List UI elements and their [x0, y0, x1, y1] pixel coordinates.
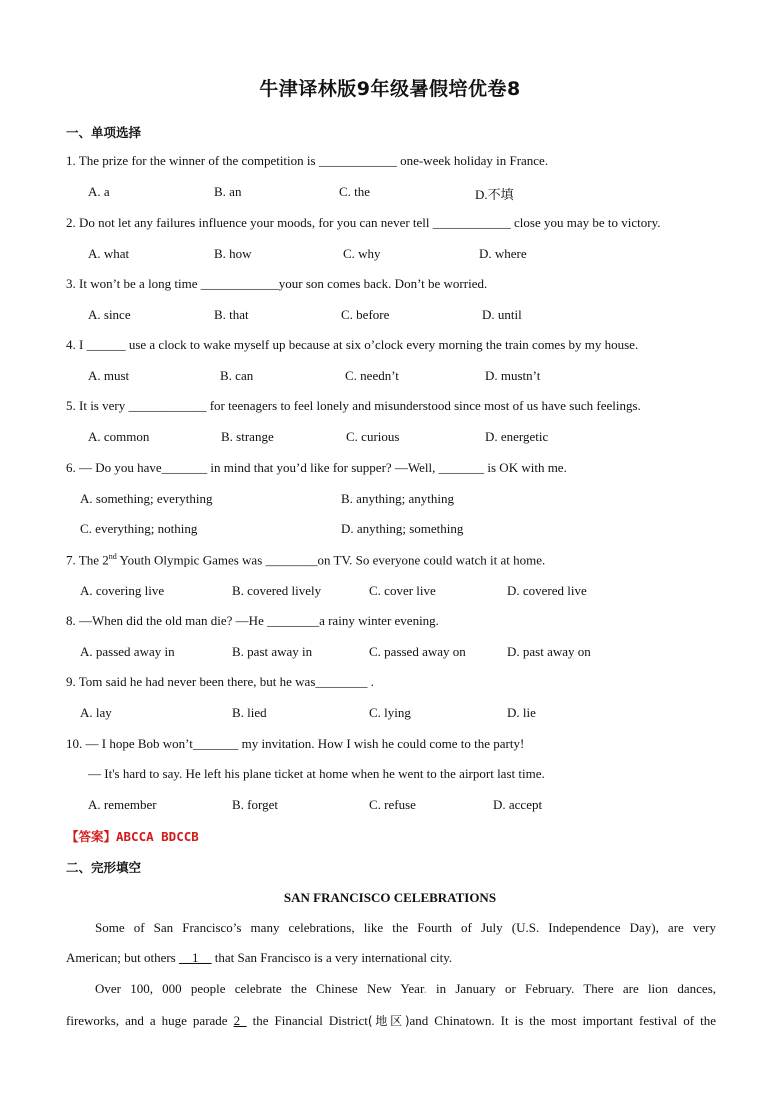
- q8-option-b: B. past away in: [232, 644, 313, 659]
- question-2: 2. Do not let any failures influence your moods, for you can never tell ____________ close you may be to victory.: [66, 215, 661, 230]
- q10-option-c: C. refuse: [369, 797, 416, 812]
- blank-2: 2_: [233, 1013, 247, 1028]
- question-8: 8. —When did the old man die? —He ________a rainy winter evening.: [66, 613, 439, 628]
- question-10-reply: — It's hard to say. He left his plane ticket at home when he went to the airport last time.: [88, 766, 545, 781]
- question-3: 3. It won’t be a long time ____________your son comes back. Don’t be worried.: [66, 276, 488, 291]
- q1-option-b: B. an: [214, 184, 242, 199]
- q9-option-a: A. lay: [80, 705, 112, 720]
- q5-option-b: B. strange: [221, 429, 274, 444]
- q6-option-c: C. everything; nothing: [80, 521, 198, 536]
- q7-option-b: B. covered lively: [232, 583, 322, 598]
- q1-option-d: D.不填: [475, 187, 514, 202]
- q3-option-b: B. that: [214, 307, 249, 322]
- q5-option-d: D. energetic: [485, 429, 549, 444]
- blank-1: __1__: [179, 950, 212, 965]
- q4-option-b: B. can: [220, 368, 254, 383]
- q2-option-d: D. where: [479, 246, 527, 261]
- question-5: 5. It is very ____________ for teenagers to feel lonely and misunderstood since most of us have such feelings.: [66, 398, 641, 413]
- q1-option-c: C. the: [339, 184, 371, 199]
- q2-option-c: C. why: [343, 246, 381, 261]
- q5-option-a: A. common: [88, 429, 150, 444]
- section-heading-cloze: 二、完形填空: [66, 860, 142, 875]
- q9-option-c: C. lying: [369, 705, 411, 720]
- question-4: 4. I ______ use a clock to wake myself up because at six o’clock every morning the train comes by my house.: [66, 337, 639, 352]
- question-6: 6. — Do you have_______ in mind that you’d like for supper? —Well, _______ is OK with me.: [66, 460, 567, 475]
- answer-key: 【答案】ABCCA BDCCB: [66, 829, 199, 844]
- q10-option-a: A. remember: [88, 797, 157, 812]
- q4-option-a: A. must: [88, 368, 130, 383]
- q10-option-d: D. accept: [493, 797, 543, 812]
- q4-option-c: C. needn’t: [345, 368, 399, 383]
- q8-option-a: A. passed away in: [80, 644, 175, 659]
- q9-option-d: D. lie: [507, 705, 536, 720]
- q4-option-d: D. mustn’t: [485, 368, 541, 383]
- passage-p2-line1: Over 100, 000 people celebrate the Chinese New Year. in January or February. There are lion dances,: [95, 981, 716, 996]
- q7-option-c: C. cover live: [369, 583, 436, 598]
- q8-option-c: C. passed away on: [369, 644, 466, 659]
- q8-option-d: D. past away on: [507, 644, 591, 659]
- q10-option-b: B. forget: [232, 797, 278, 812]
- q6-option-a: A. something; everything: [80, 491, 213, 506]
- page-title: 牛津译林版9年级暑假培优卷8: [259, 78, 521, 100]
- question-1: 1. The prize for the winner of the competition is ____________ one-week holiday in France.: [66, 153, 549, 168]
- passage-p2-line2: fireworks, and a huge parade 2_ the Financial District(地区)and Chinatown. It is the most important festival of the: [66, 1013, 716, 1028]
- section-heading-multiple-choice: 一、单项选择: [66, 125, 142, 140]
- q5-option-c: C. curious: [346, 429, 400, 444]
- passage-p1-line1: Some of San Francisco’s many celebrations, like the Fourth of July (U.S. Independence Day), are very: [95, 920, 716, 935]
- q9-option-b: B. lied: [232, 705, 267, 720]
- q7-option-d: D. covered live: [507, 583, 587, 598]
- q2-option-b: B. how: [214, 246, 252, 261]
- question-7: 7. The 2nd Youth Olympic Games was ________on TV. So everyone could watch it at home.: [66, 552, 546, 568]
- q6-option-b: B. anything; anything: [341, 491, 455, 506]
- q3-option-c: C. before: [341, 307, 390, 322]
- q1-option-a: A. a: [88, 184, 110, 199]
- q6-option-d: D. anything; something: [341, 521, 464, 536]
- q2-option-a: A. what: [88, 246, 130, 261]
- q3-option-a: A. since: [88, 307, 131, 322]
- question-10: 10. — I hope Bob won’t_______ my invitation. How I wish he could come to the party!: [66, 736, 525, 751]
- q7-option-a: A. covering live: [80, 583, 165, 598]
- passage-title: SAN FRANCISCO CELEBRATIONS: [283, 890, 497, 905]
- q3-option-d: D. until: [482, 307, 522, 322]
- passage-p1-line2: American; but others __1__ that San Francisco is a very international city.: [66, 950, 453, 965]
- question-9: 9. Tom said he had never been there, but he was________ .: [66, 674, 374, 689]
